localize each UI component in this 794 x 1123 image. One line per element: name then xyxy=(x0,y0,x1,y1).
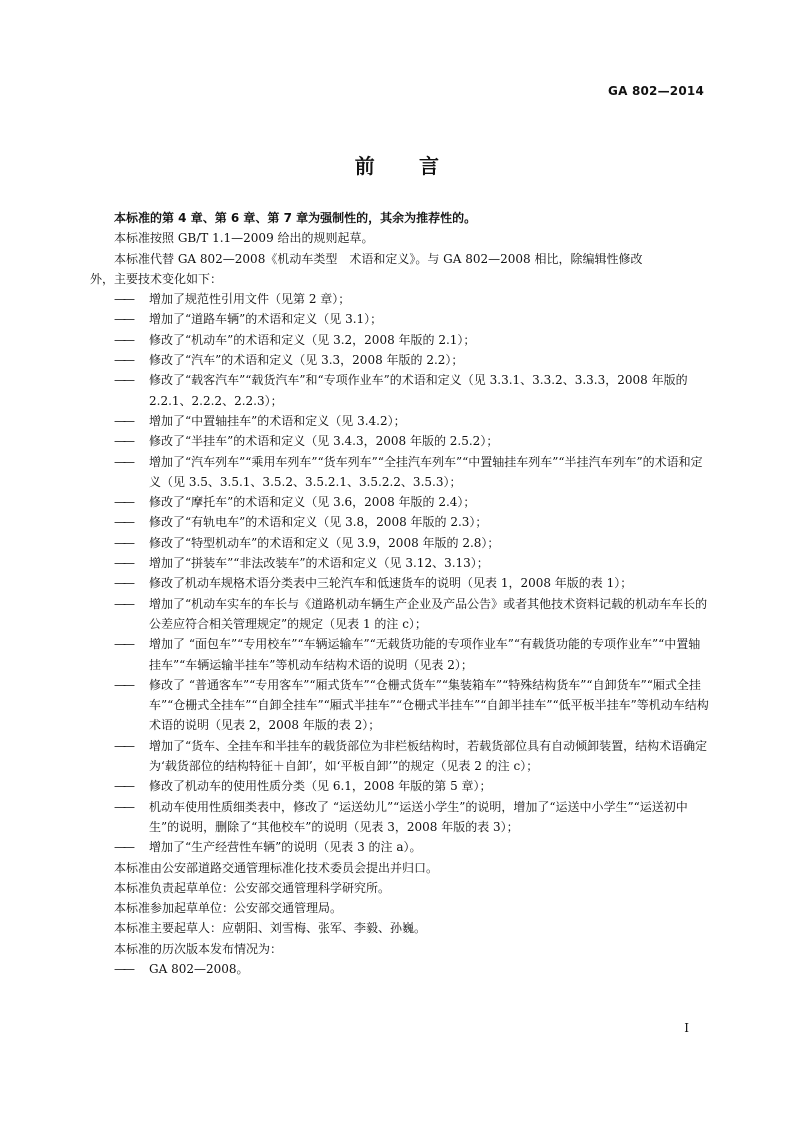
change-text: 增加了“拼装车”“非法改装车”的术语和定义（见 3.12、3.13）； xyxy=(149,556,489,571)
change-text: 修改了 “普通客车”“专用客车”“厢式货车”“仓栅式货车”“集装箱车”“特殊结构货车”“自卸货车”“厢式全挂车”“仓栅式全挂车”“自卸全挂车”“厢式半挂车”“仓栅式半挂车”“自卸半挂车”“低平板半挂车”等机动车结构术语的说明（见表 2，2008 年版的表 2）； xyxy=(149,677,709,733)
dash-mark: —— xyxy=(114,576,132,591)
change-item xyxy=(90,533,710,553)
change-item xyxy=(90,797,710,838)
dash-mark: —— xyxy=(114,799,132,814)
page-number: I xyxy=(684,1021,689,1035)
dash-mark: —— xyxy=(114,312,132,327)
change-item xyxy=(90,675,710,736)
dash-mark: —— xyxy=(114,434,132,449)
page-title xyxy=(0,150,794,179)
change-text: 增加了“中置轴挂车”的术语和定义（见 3.4.2）； xyxy=(149,413,406,428)
dash-mark: —— xyxy=(114,495,132,510)
standard-code: GA 802—2014 xyxy=(608,84,704,98)
change-item xyxy=(90,452,710,493)
change-item xyxy=(90,350,710,370)
dash-mark: —— xyxy=(114,332,132,347)
change-item xyxy=(90,553,710,573)
change-item xyxy=(90,289,710,309)
dash-mark: —— xyxy=(114,840,132,855)
change-item xyxy=(90,431,710,451)
dash-mark: —— xyxy=(114,353,132,368)
change-text: 修改了机动车规格术语分类表中三轮汽车和低速货车的说明（见表 1，2008 年版的表 1）； xyxy=(149,576,633,591)
change-item xyxy=(90,492,710,512)
dash-mark: —— xyxy=(114,556,132,571)
participating-unit: 本标准参加起草单位：公安部交通管理局。 xyxy=(114,901,343,916)
history-text: GA 802—2008。 xyxy=(149,961,249,976)
change-text: 修改了“机动车”的术语和定义（见 3.2，2008 年版的 2.1）； xyxy=(149,332,476,347)
dash-mark: —— xyxy=(114,413,132,428)
dash-mark: —— xyxy=(114,292,132,307)
change-item xyxy=(90,330,710,350)
history-item xyxy=(90,959,710,979)
change-text: 机动车使用性质细类表中，修改了 “运送幼儿”“运送小学生”的说明，增加了“运送中小学生”“运送初中生”的说明，删除了“其他校车”的说明（见表 3，2008 年版的表 3）； xyxy=(149,799,688,834)
dash-mark: —— xyxy=(114,961,132,976)
dash-mark: —— xyxy=(114,373,132,388)
change-text: 修改了“半挂车”的术语和定义（见 3.4.3，2008 年版的 2.5.2）； xyxy=(149,434,499,449)
change-text: 增加了规范性引用文件（见第 2 章）； xyxy=(149,292,351,307)
change-text: 增加了“生产经营性车辆”的说明（见表 3 的注 a）。 xyxy=(149,840,422,855)
dash-mark: —— xyxy=(114,515,132,530)
change-text: 修改了“汽车”的术语和定义（见 3.3，2008 年版的 2.2）； xyxy=(149,353,464,368)
dash-mark: —— xyxy=(114,596,132,611)
change-item xyxy=(90,776,710,796)
dash-mark: —— xyxy=(114,454,132,469)
change-item xyxy=(90,736,710,777)
version-history: 本标准的历次版本发布情况为： xyxy=(114,941,283,956)
change-text: 修改了“有轨电车”的术语和定义（见 3.8，2008 年版的 2.3）； xyxy=(149,515,488,530)
drafting-rules: 本标准按照 GB/T 1.1—2009 给出的规则起草。 xyxy=(114,231,374,246)
change-text: 修改了机动车的使用性质分类（见 6.1，2008 年版的第 5 章）； xyxy=(149,779,492,794)
foreword-body xyxy=(90,208,710,979)
main-authors: 本标准主要起草人：应朝阳、刘雪梅、张军、李毅、孙巍。 xyxy=(114,921,427,936)
dash-mark: —— xyxy=(114,677,132,692)
change-text: 增加了“机动车实车的车长与《道路机动车辆生产企业及产品公告》或者其他技术资料记载的机动车车长的公差应符合相关管理规定”的规定（见表 1 的注 c）； xyxy=(149,596,708,631)
change-text: 修改了“特型机动车”的术语和定义（见 3.9，2008 年版的 2.8）； xyxy=(149,535,500,550)
title-char-1: 前 xyxy=(354,154,375,178)
change-item xyxy=(90,594,710,635)
change-item xyxy=(90,512,710,532)
change-item xyxy=(90,309,710,329)
change-text: 增加了 “面包车”“专用校车”“车辆运输车”“无载货功能的专项作业车”“有载货功能的专项作业车”“中置轴挂车”“车辆运输半挂车”等机动车结构术语的说明（见表 2）； xyxy=(149,637,701,672)
change-item xyxy=(90,634,710,675)
dash-mark: —— xyxy=(114,637,132,652)
change-text: 修改了“摩托车”的术语和定义（见 3.6，2008 年版的 2.4）； xyxy=(149,495,476,510)
title-char-2: 言 xyxy=(419,154,440,178)
dash-mark: —— xyxy=(114,738,132,753)
change-text: 增加了“道路车辆”的术语和定义（见 3.1）； xyxy=(149,312,383,327)
dash-mark: —— xyxy=(114,779,132,794)
proposer-statement: 本标准由公安部道路交通管理标准化技术委员会提出并归口。 xyxy=(114,860,439,875)
change-text: 增加了“货车、全挂车和半挂车的载货部位为非栏板结构时，若载货部位具有自动倾卸装置，结构术语确定为‘载货部位的结构特征＋自卸’，如‘平板自卸’”的规定（见表 2 的注 c）； xyxy=(149,738,708,774)
replacement-statement-cont: 外，主要技术变化如下： xyxy=(90,271,223,286)
change-item xyxy=(90,837,710,857)
change-item xyxy=(90,370,710,411)
mandatory-statement: 本标准的第 4 章、第 6 章、第 7 章为强制性的，其余为推荐性的。 xyxy=(114,211,477,225)
change-text: 增加了“汽车列车”“乘用车列车”“货车列车”“全挂汽车列车”“中置轴挂车列车”“半挂汽车列车”的术语和定义（见 3.5、3.5.1、3.5.2、3.5.2.1、3.5.2.2、3.5.3）； xyxy=(149,454,703,489)
dash-mark: —— xyxy=(114,535,132,550)
change-item xyxy=(90,411,710,431)
drafting-unit: 本标准负责起草单位：公安部交通管理科学研究所。 xyxy=(114,880,391,895)
change-item xyxy=(90,573,710,593)
change-text: 修改了“载客汽车”“载货汽车”和“专项作业车”的术语和定义（见 3.3.1、3.3.2、3.3.3，2008 年版的 2.2.1、2.2.2、2.2.3）； xyxy=(149,373,688,408)
replacement-statement: 本标准代替 GA 802—2008《机动车类型 术语和定义》。与 GA 802—2008 相比，除编辑性修改 xyxy=(114,251,643,266)
